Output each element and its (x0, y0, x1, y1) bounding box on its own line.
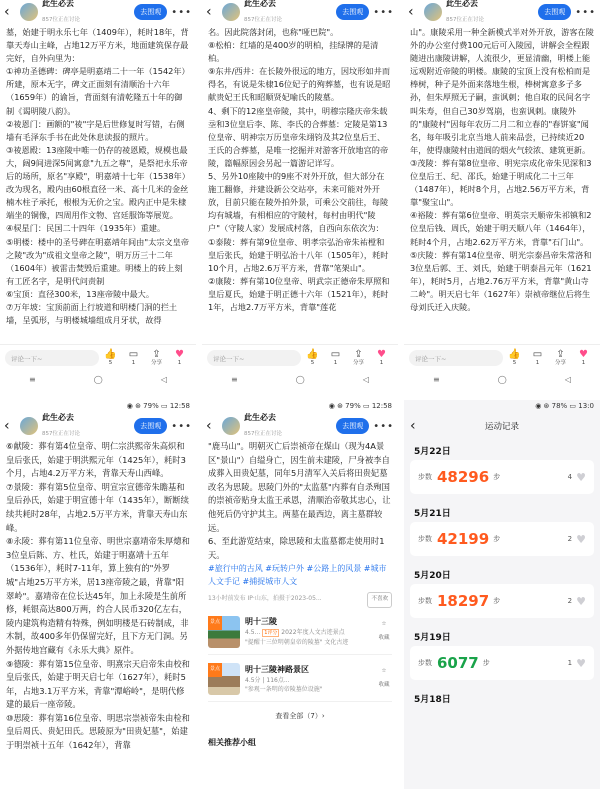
account-info[interactable] (244, 414, 336, 438)
step-count: 18297 (437, 592, 490, 610)
comment-icon: ▭ (330, 348, 341, 360)
paragraph: "鹿马山"。明朝灭亡后崇祯帝在煤山（现为4A景区"景山"）自缢身亡，因生前未建陵，尸身被李自成葬入田贵妃墓，同年5月清军入关后将田贵妃墓改名为思陵。思陵门外的"太监墓"内葬有自杀殉国的崇祯帝贴身太监王承恩，清顺治帝敬其忠心，让他死后仍守护其主。两墓在最西边，离主墓群较远。 (208, 441, 391, 533)
nav-back-icon[interactable]: ◁ (564, 374, 571, 384)
account-name: 此生必去 (446, 0, 478, 8)
paragraph: ⑤明楼：楼中的圣号碑在明嘉靖年间由"太宗文皇帝之陵"改为"成祖文皇帝之陵"，明万历三十二年（1604年）被雷击焚毁后重建。明楼上的砖上刻有工匠名字，是明代问责制 (6, 236, 190, 286)
paragraph: ⑨德陵：葬有第15位皇帝、明熹宗天启帝朱由校和皇后张氏，始建于明天启七年（1627年），耗时5年，占地3.1万平方米，背靠"潭峪岭"，是明代修建的最后一座帝陵。 (6, 658, 190, 710)
day-date: 5月22日 (414, 447, 451, 457)
clock: 12:58 (169, 402, 190, 410)
share-icon: ⇪ (556, 348, 565, 360)
post-panel-3 (404, 0, 600, 384)
share-label: 分享 (352, 359, 364, 366)
like-button[interactable] (301, 349, 324, 366)
paragraph: ⑩思陵：葬有第16位皇帝、明思宗崇祯帝朱由检和皇后周氏、贵妃田氏。思陵原为"田贵妃墓"，始建于明崇祯十五年（1642年），背靠 (6, 712, 190, 751)
day-record (404, 562, 600, 618)
heart-icon[interactable]: ♥ (576, 594, 586, 608)
account-info[interactable] (42, 0, 134, 24)
follow-button[interactable]: 去围观 (538, 4, 571, 20)
follow-button[interactable]: 去围观 (336, 4, 369, 20)
post-header (0, 0, 196, 24)
paragraph: ②康陵：葬有第10位皇帝、明武宗正德帝朱厚照和皇后夏氏，始建于明正德十六年（1521年），耗时1年，占地2.7万平方米，背靠"莲花 (208, 275, 390, 312)
day-record (404, 686, 600, 708)
share-button[interactable] (145, 349, 168, 366)
paragraph: 山"。康陵采用一种全新模式半对外开放，游客在陵外的办公室付费100元后可入陵园，讲解会全程跟随进出康陵讲解，人流很少，更显清幽，明楼上能远观附近帝陵的明楼。康陵的宝顶上没有松柏而是棒树，种子是外面来落地生根，棒树寓意多子多孙，但朱厚照无子嗣，蛮讽刺；他自取的民间名字叫朱寿，但自己30岁驾崩，也蛮讽刺。康陵外的"康陵村"因每年农历二月二和立春的"春饼宴"闻名，每年吸引北京当地人前来品尝，已持续近20年，使得康陵村由道闾的烟火气较浓、建筑更新。 (410, 27, 594, 155)
poi-info (245, 664, 376, 694)
steps-unit: 步 (493, 473, 501, 481)
heart-icon[interactable]: ♥ (576, 470, 586, 484)
related-heading: 相关推荐小组 (208, 737, 256, 747)
clock: 13:0 (578, 402, 594, 410)
comment-button[interactable] (122, 349, 145, 366)
system-nav (202, 372, 398, 386)
poi-thumbnail (208, 663, 240, 695)
account-name: 此生必去 (244, 413, 276, 422)
back-icon[interactable]: ‹ (408, 4, 414, 20)
comment-input[interactable]: 评论一下~ (207, 350, 301, 366)
like-count: 1 (567, 659, 573, 667)
heart-icon[interactable]: ♥ (576, 656, 586, 670)
like-count: 5 (108, 359, 113, 366)
steps-label: 步数 (418, 535, 432, 543)
account-name: 此生必去 (42, 413, 74, 422)
star-icon: ☆ (381, 668, 387, 675)
back-icon[interactable]: ‹ (206, 4, 212, 20)
post-meta-text: 13小时前发布 IP·山东，拍摄于2023-05... (208, 595, 322, 603)
like-button[interactable] (99, 349, 122, 366)
day-date: 5月18日 (414, 695, 451, 705)
more-icon[interactable]: ••• (373, 420, 394, 432)
like-count: 2 (567, 535, 573, 543)
back-icon[interactable]: ‹ (206, 418, 212, 434)
status-bar: ◉ ⊛ 79% ▭ 12:58 (126, 402, 190, 410)
poi-badge: 1评分 (264, 630, 278, 637)
avatar[interactable] (20, 417, 38, 435)
paragraph: 6、至此游览结束，除思陵和太监墓都走使用时1天。 (208, 536, 385, 560)
see-all-link[interactable]: 查看全部（7）› (275, 711, 325, 720)
share-label: 分享 (554, 359, 566, 366)
battery-level: 79% (143, 402, 159, 410)
page-title: 运动记录 (484, 422, 519, 432)
follow-button[interactable]: 去围观 (134, 4, 167, 20)
battery-level: 78% (551, 402, 568, 410)
step-card[interactable] (410, 646, 594, 680)
steps-unit: 步 (482, 659, 490, 667)
post-header (202, 0, 398, 24)
avatar[interactable] (222, 3, 240, 21)
thumbs-up-icon: 👍 (104, 348, 117, 360)
comment-input[interactable]: 评论一下~ (5, 350, 99, 366)
steps-unit: 步 (493, 535, 501, 543)
poi-card[interactable] (208, 616, 392, 655)
day-date: 5月20日 (414, 571, 451, 581)
step-count: 48296 (437, 468, 490, 486)
heart-icon: ♥ (377, 348, 386, 360)
post-panel-2 (202, 0, 398, 384)
poi-name: 明十三陵 (245, 617, 277, 627)
step-count: 6077 (437, 654, 479, 672)
like-count: 5 (310, 359, 315, 366)
steps-label: 步数 (418, 659, 432, 667)
poi-card[interactable] (208, 663, 392, 702)
nav-home-icon[interactable]: ◯ (93, 374, 103, 384)
paragraph: ①神功圣德碑：碑亭是明嘉靖二十一年（1542年）所建，原本无字，碑文正面刻有清顺治十六年（1659年）的谕旨，背面刻有清乾隆五十年的御制《谒明陵八韵》。 (6, 66, 190, 116)
poi-note: "参观一条明的帝陵墓位设施" (245, 685, 323, 693)
paragraph: ⑦万年坡：宝顶前面上行坡道和明楼门洞的拦土墙，呈弧形，与明楼城墙组成月牙状，故得 (6, 301, 178, 326)
comment-button[interactable] (526, 349, 549, 366)
follow-button[interactable]: 去围观 (134, 418, 167, 434)
paragraph: ②祾恩门：画额的"祾"字是后世修复时写错，右侧墙有毛泽东手书在此处休息读报的照片。 (6, 118, 185, 142)
account-name: 此生必去 (42, 0, 74, 8)
post-body (404, 24, 600, 336)
account-name: 此生必去 (244, 0, 276, 8)
nav-back-icon[interactable]: ◁ (362, 374, 369, 384)
back-icon[interactable]: ‹ (410, 418, 416, 434)
comment-input[interactable]: 评论一下~ (409, 350, 503, 366)
post-panel-1 (0, 0, 196, 384)
account-info[interactable] (42, 414, 134, 438)
action-bar (404, 344, 600, 370)
paragraph: 4、剩下的12座皇帝陵，其中，明穆宗隆庆帝朱载坖和3位皇后李、陈、李氏的合葬墓：定陵是第13位皇帝、明神宗万历皇帝朱翊钧及其2位皇后王、王氏的合葬墓，是唯一挖掘并对游客开放地宫的帝陵，篇幅原因会另起一篇游记详写。 (208, 105, 389, 168)
share-button[interactable] (549, 349, 572, 366)
favorite-count: 1 (581, 359, 586, 366)
post-header (404, 0, 600, 24)
poi-thumb-label: 景点 (208, 663, 222, 677)
system-nav (0, 372, 196, 386)
post-header (202, 414, 398, 438)
post-header (0, 414, 196, 438)
favorite-count: 1 (379, 359, 384, 366)
step-card[interactable] (410, 584, 594, 618)
nav-back-icon[interactable]: ◁ (160, 374, 167, 384)
topic-tags[interactable]: #旅行中的古风 #玩转户外 #公路上的风景 #城市人文手记 #捕捉城市人文 (208, 564, 387, 587)
poi-note: "提醒十三位明朝皇帝的陵墓" 文化古迹 (245, 639, 349, 647)
back-icon[interactable]: ‹ (4, 4, 10, 20)
comment-icon: ▭ (532, 348, 543, 360)
steps-label: 步数 (418, 597, 432, 605)
poi-favorite-label: 收藏 (378, 681, 390, 688)
paragraph: 名。因此院落封闭，也称"哑巴院"。 (208, 27, 339, 37)
poi-favorite-button[interactable] (376, 618, 392, 645)
steps-label: 步数 (418, 473, 432, 481)
day-record (404, 624, 600, 680)
account-fans: 857位正在讨论 (244, 17, 282, 23)
follow-button[interactable]: 去围观 (336, 418, 369, 434)
exercise-panel (404, 400, 600, 789)
account-info[interactable] (244, 0, 336, 24)
like-button[interactable] (503, 349, 526, 366)
heart-icon: ♥ (175, 348, 184, 360)
nav-menu-icon[interactable]: ≡ (433, 374, 440, 384)
poi-name: 明十三陵神路景区 (245, 664, 309, 674)
nav-home-icon[interactable]: ◯ (497, 374, 507, 384)
comment-icon: ▭ (128, 348, 139, 360)
step-card[interactable] (410, 522, 594, 556)
back-icon[interactable]: ‹ (4, 418, 10, 434)
poi-rating: 4.5分 | 116点... (245, 676, 290, 684)
poi-rating: 4.5... (245, 629, 261, 637)
thumbs-up-icon: 👍 (306, 348, 319, 360)
step-card[interactable] (410, 460, 594, 494)
paragraph: ⑤庆陵：葬有第14位皇帝、明光宗泰昌帝朱常洛和3位皇后郭、王、刘氏，始建于明泰昌元年（1621年），耗时5月，占地2.76万平方米，背靠"黄山寺二岭"。明天启七年（1627年）崇祯帝继位后将生母刘氏迁入庆陵。 (410, 249, 592, 312)
paragraph: ③茂陵：葬有第8位皇帝、明宪宗成化帝朱见深和3位皇后王、纪、邵氏，始建于明成化二十三年（1487年），耗时8个月，占地2.56万平方米，背靠"聚宝山"。 (410, 157, 592, 208)
account-fans: 857位正在讨论 (244, 431, 282, 437)
step-count: 42199 (437, 530, 490, 548)
clock: 12:58 (371, 402, 392, 410)
account-fans: 857位正在讨论 (446, 17, 484, 23)
heart-icon[interactable]: ♥ (576, 532, 586, 546)
like-count: 5 (512, 359, 517, 366)
favorite-button[interactable] (572, 349, 595, 366)
paragraph: ⑦景陵：葬有第5位皇帝、明宣宗宣德帝朱瞻基和皇后孙氏，始建于明宣德十年（1435年），断断续续共耗时28年，占地2.5万平方米，背靠天寿山东峰。 (6, 481, 189, 533)
poi-favorite-label: 收藏 (378, 634, 390, 641)
comment-count: 1 (535, 359, 540, 366)
comment-count: 1 (333, 359, 338, 366)
paragraph: ⑥宝顶：直径300米，13座帝陵中最大。 (6, 288, 155, 299)
share-button[interactable] (347, 349, 370, 366)
post-panel-4 (0, 400, 196, 789)
comment-button[interactable] (324, 349, 347, 366)
more-icon[interactable]: ••• (575, 6, 596, 18)
paragraph: 5、另外10座陵中的9座不对外开放，但大部分在施工翻修，并建设新公交站亭，未来可能对外开放，目前只能在陵外拍外景，可乘公交前往，每陵均有城墙，有相相应的守陵村，每村由明代"陵户"（守陵人家）发展成村落，自西向东依次为： (208, 171, 389, 234)
battery-level: 79% (345, 402, 361, 410)
post-body (0, 438, 196, 798)
paragraph: 墓，始建于明永乐七年（1409年），耗时18年，背靠天寿山主峰，占地12万平方米，地面建筑保存最完好，自外向里为： (6, 27, 189, 64)
avatar[interactable] (20, 3, 38, 21)
nav-home-icon[interactable]: ◯ (295, 374, 305, 384)
status-bar: ◉ ⊛ 79% ▭ 12:58 (328, 402, 392, 410)
paragraph: ④棂星门：民国二十四年（1935年）重建。 (6, 223, 166, 234)
action-bar (202, 344, 398, 370)
poi-info (245, 616, 376, 647)
paragraph: ①泰陵：葬有第9位皇帝、明孝宗弘治帝朱祐樘和皇后张氏，始建于明弘治十八年（1505年），耗时10个月，占地2.6万平方米，背靠"笔架山"。 (208, 236, 389, 273)
day-record (404, 500, 600, 556)
share-icon: ⇪ (354, 348, 363, 360)
day-date: 5月21日 (414, 509, 451, 519)
paragraph: ⑧永陵：葬有第11位皇帝、明世宗嘉靖帝朱厚熜和3位皇后陈、方、杜氏，始建于明嘉靖十五年（1536年），耗时7-11年，算上独有的"外罗城"占地25万平方米，居13座帝陵之最，背靠"阳翠岭"。嘉靖帝在位长达45年，加上永陵是生前所修，耗银高达800万两，约合人民币320亿左右，陵内建筑构造精有特殊，例如明楼是石砖制成，非木制，故400多年仍保留完好，且下方无门洞。另外据传地宫藏有《永乐大典》原件。 (6, 536, 190, 655)
status-bar: ◉ ⊛ 78% ▭ 13:0 (404, 400, 600, 414)
dislike-button[interactable]: 不喜欢 (367, 592, 392, 608)
favorite-button[interactable] (168, 349, 191, 366)
poi-thumb-label: 景点 (208, 616, 222, 630)
avatar[interactable] (424, 3, 442, 21)
post-body (202, 438, 398, 789)
post-body (202, 24, 398, 336)
more-icon[interactable]: ••• (373, 6, 394, 18)
paragraph: ⑥献陵：葬有第4位皇帝、明仁宗洪熙帝朱高炽和皇后张氏，始建于明洪熙元年（1425年），耗时3个月，占地4.2万平方米，背靠天寿山西峰。 (6, 441, 186, 479)
share-label: 分享 (150, 359, 162, 366)
like-count: 2 (567, 597, 573, 605)
day-record (404, 438, 600, 494)
day-list (404, 438, 600, 708)
nav-menu-icon[interactable]: ≡ (231, 374, 238, 384)
paragraph: ③祾恩殿：13座陵中唯一仍存的祾恩殿，规模也最大，阔9间进深5间寓意"九五之尊"，是祭祀永乐帝后的场所，原名"享殿"，明嘉靖十七年（1538年）改为现名，殿内由60根直径一米、高十几米的金丝楠木柱子承托，根根为无价之宝。殿内正中是朱棣端坐的铜像，四周用作文物、宫廷服饰等展览。 (6, 144, 190, 221)
account-fans: 857位正在讨论 (42, 431, 80, 437)
heart-icon: ♥ (579, 348, 588, 360)
action-bar (0, 344, 196, 370)
favorite-count: 1 (177, 359, 182, 366)
system-nav (404, 372, 600, 386)
exercise-header (404, 414, 600, 438)
poi-award: 2022年度人文古迹景点 (281, 629, 345, 637)
post-panel-5 (202, 400, 398, 789)
paragraph: ④裕陵：葬有第6位皇帝、明英宗天顺帝朱祁镇和2位皇后钱、周氏，始建于明天顺八年（1464年），耗时4个月，占地2.62万平方米，背靠"石门山"。 (410, 210, 592, 247)
like-count: 4 (567, 473, 573, 481)
nav-menu-icon[interactable]: ≡ (29, 374, 36, 384)
paragraph: ⑧松柏：红墙的是400岁的明柏，挂绿牌的是清柏。 (208, 40, 379, 64)
poi-thumbnail (208, 616, 240, 648)
more-icon[interactable]: ••• (171, 420, 192, 432)
post-meta (208, 592, 392, 608)
share-icon: ⇪ (152, 348, 161, 360)
steps-unit: 步 (493, 597, 501, 605)
paragraph: ⑨东井/西井：在长陵外很远的地方，因坟形如井而得名，有说是朱棣16位妃子的殉葬墓，也有说是昭献贵妃王氏和昭顺贤妃喻氏的陵墓。 (208, 66, 391, 103)
favorite-button[interactable] (370, 349, 393, 366)
avatar[interactable] (222, 417, 240, 435)
poi-favorite-button[interactable] (376, 665, 392, 692)
comment-count: 1 (131, 359, 136, 366)
thumbs-up-icon: 👍 (508, 348, 521, 360)
post-body (0, 24, 196, 336)
account-info[interactable] (446, 0, 538, 24)
more-icon[interactable]: ••• (171, 6, 192, 18)
star-icon: ☆ (381, 621, 387, 628)
account-fans: 857位正在讨论 (42, 17, 80, 23)
day-date: 5月19日 (414, 633, 451, 643)
